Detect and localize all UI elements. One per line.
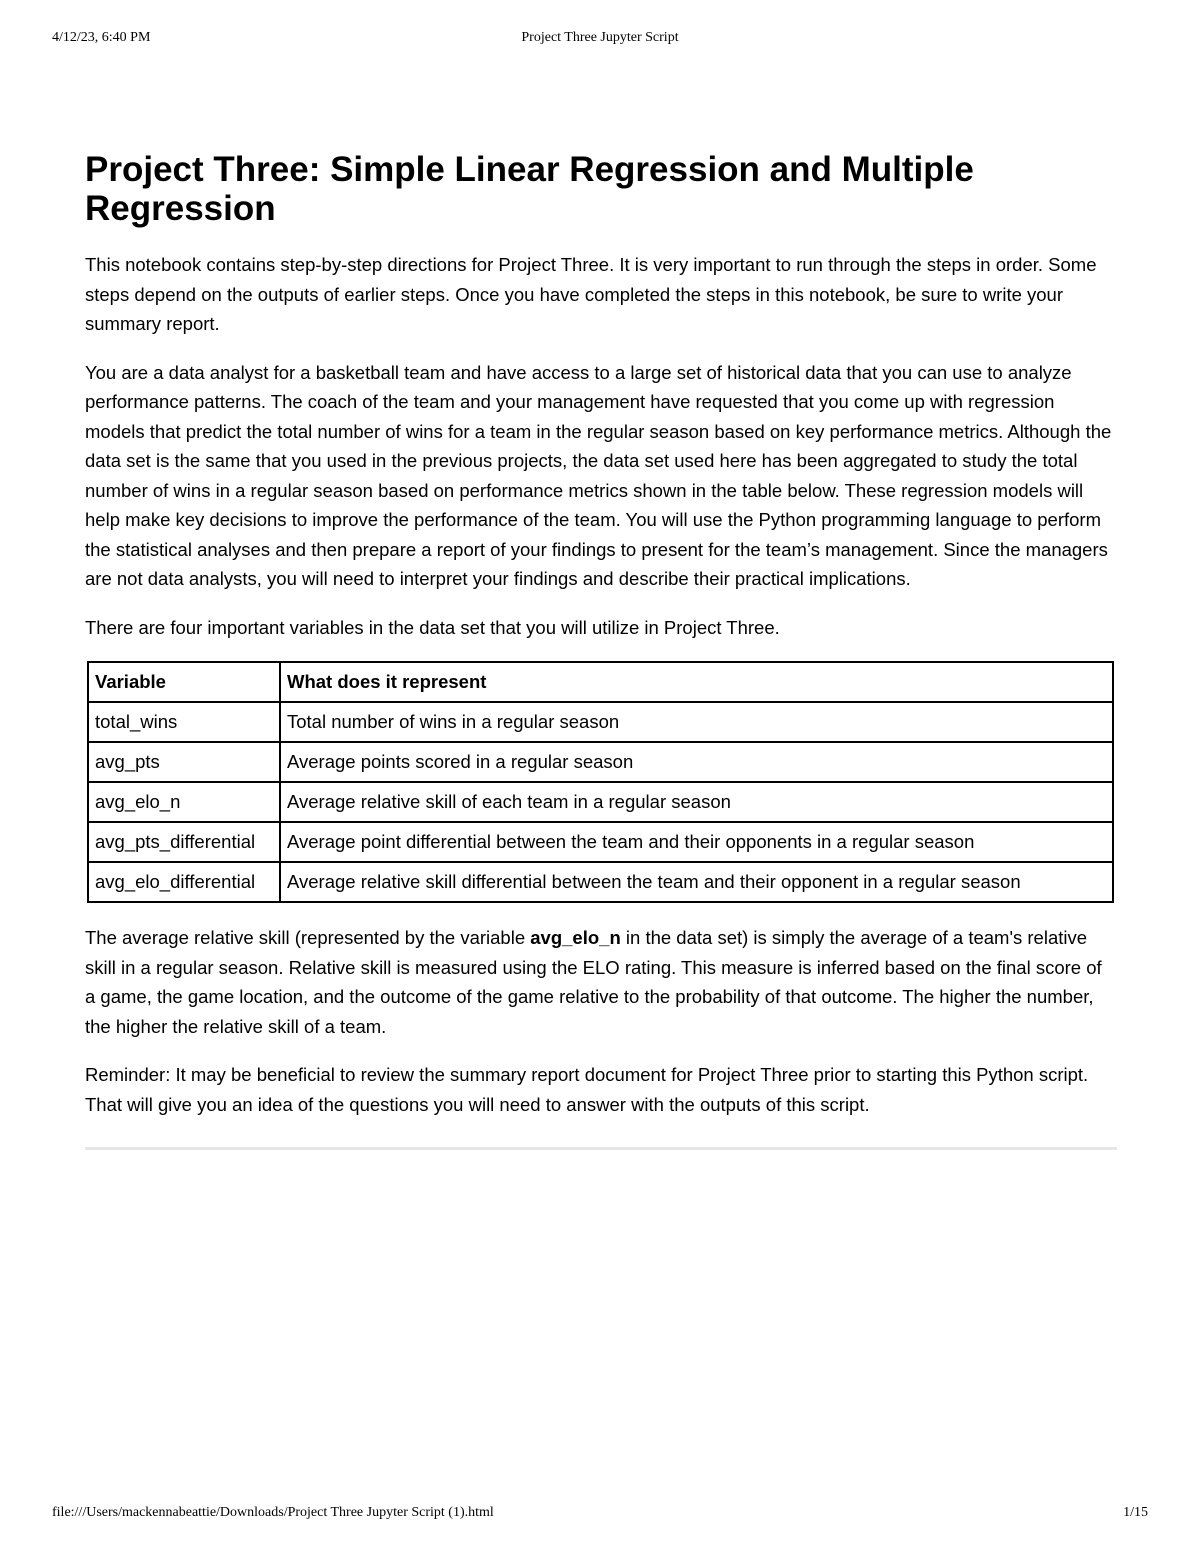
context-paragraph: You are a data analyst for a basketball team and have access to a large set of historical data that you can use to analyze performance patterns. The coach of the team and your management have requested that you come up with regression models that predict the total number of wins for a team in the regular season based on key performance metrics. Although the data set is the same that you used in the previous projects, the data set used here has been aggregated to study the total number of wins in a regular season based on performance metrics shown in the table below. These regression models will help make key decisions to improve the performance of the team. You will use the Python programming language to perform the statistical analyses and then prepare a report of your findings to present for the team’s management. Since the managers are not data analysts, you will need to interpret your findings and describe their practical implications. [85, 361, 1112, 589]
elo-variable-bold: avg_elo_n [530, 927, 621, 948]
variable-name-cell: avg_pts [88, 742, 280, 782]
print-header [52, 30, 1148, 50]
table-row [88, 702, 1113, 742]
variable-name-cell: avg_elo_n [88, 782, 280, 822]
table-row [88, 742, 1113, 782]
table-header-variable: Variable [88, 662, 280, 702]
table-header-row [88, 662, 1113, 702]
variable-name-cell: total_wins [88, 702, 280, 742]
variable-description-cell: Average relative skill of each team in a regular season [280, 782, 1113, 822]
reminder-paragraph: Reminder: It may be beneficial to review the summary report document for Project Three prior to starting this Python script. That will give you an idea of the questions you will need to answer with the outputs of this script. [85, 1064, 1089, 1115]
variable-name-cell: avg_pts_differential [88, 822, 280, 862]
print-title: Project Three Jupyter Script [521, 30, 679, 45]
notebook-content [85, 150, 1117, 1150]
table-row [88, 822, 1113, 862]
table-row [88, 782, 1113, 822]
elo-text-before: The average relative skill (represented by the variable [85, 927, 531, 948]
page-title: Project Three: Simple Linear Regression and Multiple Regression [85, 150, 974, 228]
print-datetime: 4/12/23, 6:40 PM [52, 30, 151, 45]
print-file-path: file:///Users/mackennabeattie/Downloads/Project Three Jupyter Script (1).html [52, 1505, 494, 1520]
table-row [88, 862, 1113, 902]
print-footer [52, 1505, 1148, 1525]
elo-explanation-paragraph [85, 923, 1117, 1041]
variable-description-cell: Average points scored in a regular season [280, 742, 1113, 782]
table-header-description: What does it represent [280, 662, 1113, 702]
print-page-number: 1/15 [1123, 1505, 1148, 1520]
variable-description-cell: Average relative skill differential between the team and their opponent in a regular season [280, 862, 1113, 902]
variable-name-cell: avg_elo_differential [88, 862, 280, 902]
elo-text-after: in the data set) is simply the average of a team's relative skill in a regular season. Relative skill is measured using the ELO rating. This measure is inferred based on the final score of a game, the game location, and the outcome of the game relative to the probability of that outcome. The higher the number, the higher the relative skill of a team. [85, 927, 1102, 1037]
variable-description-cell: Average point differential between the team and their opponents in a regular season [280, 822, 1113, 862]
variable-description-cell: Total number of wins in a regular season [280, 702, 1113, 742]
variables-table [87, 661, 1114, 903]
intro-paragraph: This notebook contains step-by-step directions for Project Three. It is very important to run through the steps in order. Some steps depend on the outputs of earlier steps. Once you have completed the steps in this notebook, be sure to write your summary report. [85, 254, 1097, 334]
cell-divider [85, 1147, 1117, 1150]
table-intro-paragraph: There are four important variables in the data set that you will utilize in Project Three. [85, 616, 780, 638]
